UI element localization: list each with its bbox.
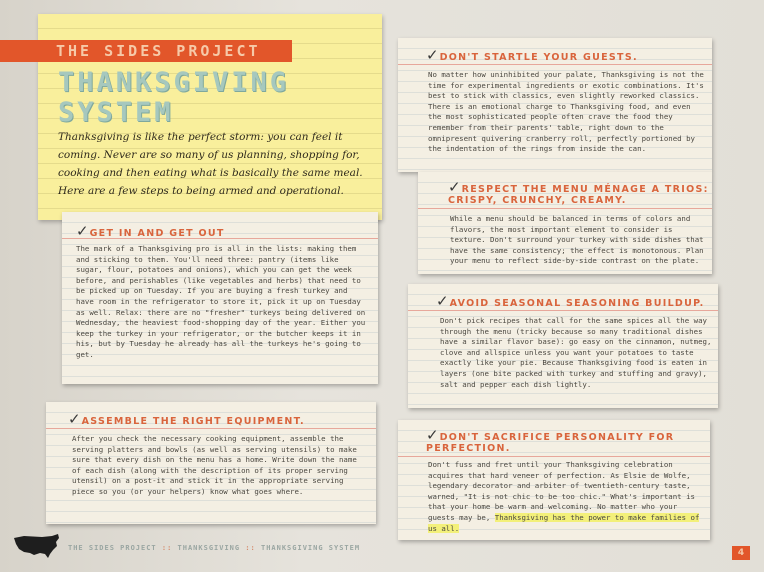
checkmark-icon: ✓ <box>76 222 89 240</box>
card-get-in-and-get-out <box>62 212 378 384</box>
card-rule <box>398 456 710 457</box>
card-rule <box>418 208 712 209</box>
card-seasoning-buildup <box>408 284 718 408</box>
card-body: No matter how uninhibited your palate, Thanksgiving is not the time for experimental ingredients or exotic combinations. It's best to stick with classics, even slightly reworked classics. There is an emotional charge to Thanksgiving food, and even the most sophisticated people often crave the food they remember from their parents' table, right down to the omnipresent quivering cranberry roll, perfectly portioned by the indentation of the rings from inside the can. <box>428 70 704 154</box>
card-menu-menage <box>418 172 712 274</box>
card-title-line-2: PERFECTION. <box>426 443 511 454</box>
card-rule <box>46 428 376 429</box>
card-title: GET IN AND GET OUT <box>89 228 225 239</box>
card-body-text: Don't fuss and fret until your Thanksgiving celebration acquires that hard veneer of perfection. As Elsie de Wolfe, legendary decorator and arbiter of twentieth-century taste, warned, "It is not chic to be too chic." What's important is that your home be warm and welcoming. No matter who your guests may be, <box>428 460 695 522</box>
intro-text: Thanksgiving is like the perfect storm: you can feel it coming. Never are so many of us planning, shopping for, cooking and then eating what is basically the same meal. Here are a few steps to being armed and operational. <box>58 131 363 197</box>
checkmark-icon: ✓ <box>68 410 81 428</box>
card-title-line-1: RESPECT THE MENU MÉNAGE A TRIOS: <box>461 184 709 195</box>
card-heading <box>68 410 305 428</box>
card-heading <box>426 426 706 454</box>
card-personality <box>398 420 710 540</box>
footer-part-1: THE SIDES PROJECT <box>68 544 157 552</box>
card-title-line-1: DON'T SACRIFICE PERSONALITY FOR <box>439 432 675 443</box>
checkmark-icon: ✓ <box>448 178 461 196</box>
checkmark-icon: ✓ <box>426 46 439 64</box>
card-title: DON'T STARTLE YOUR GUESTS. <box>439 52 638 63</box>
title-line-2: SYSTEM <box>58 97 174 128</box>
card-title: ASSEMBLE THE RIGHT EQUIPMENT. <box>81 416 305 427</box>
card-rule <box>398 64 712 65</box>
card-heading <box>436 292 705 310</box>
card-heading <box>426 46 638 64</box>
footer-breadcrumb <box>68 544 368 552</box>
card-dont-startle <box>398 38 712 172</box>
title-line-1: THANKSGIVING <box>58 67 290 98</box>
card-assemble-equipment <box>46 402 376 524</box>
page-number: 4 <box>732 546 750 560</box>
checkmark-icon: ✓ <box>426 426 439 444</box>
card-body: Don't pick recipes that call for the same spices all the way through the menu (tricky because so many traditional dishes have a similar flavor base): go easy on the cinnamon, nutmeg, clove and allspice unless you want your potatoes to taste exactly like your pie. Because Thanksgiving food is eaten in layers (one bite packed with turkey and stuffing and gravy), salt and pepper each dish lightly. <box>440 316 712 389</box>
card-body: The mark of a Thanksgiving pro is all in the lists: making them and sticking to them. You'll need three: pantry (items like sugar, flour, potatoes and onions), which you can get the week before, and perishables (like vegetables and herbs) that need to be picked up on Tuesday. If you are buying a fresh turkey and have room in the refrigerator to store it, pick it up on Tuesday as well. Relax: there are no "fresher" turkeys being delivered on Wednesday, the heaviest food-shopping day of the year. Either you keep the turkey in your refrigerator, or the butcher keeps it in his, but by Tuesday he already has all the turkeys he's going to get. <box>76 244 366 359</box>
footer-separator: :: <box>245 544 256 552</box>
card-title-line-2: CRISPY, CRUNCHY, CREAMY. <box>448 195 627 206</box>
card-body <box>428 460 704 534</box>
section-banner: THE SIDES PROJECT <box>0 40 292 62</box>
card-rule <box>408 310 718 311</box>
footer-separator: :: <box>161 544 173 552</box>
card-heading <box>76 222 225 240</box>
footer-part-3: THANKSGIVING SYSTEM <box>260 544 361 552</box>
footer-part-2: THANKSGIVING <box>177 544 241 552</box>
card-body: While a menu should be balanced in terms of colors and flavors, the most important element to consider is texture. Don't surround your turkey with side dishes that have the same consistency; the effect is monotonous. Plan your menu to reflect side-by-side contrast on the plate. <box>450 214 704 266</box>
card-heading <box>448 178 710 206</box>
checkmark-icon: ✓ <box>436 292 449 310</box>
card-title: AVOID SEASONAL SEASONING BUILDUP. <box>449 298 705 309</box>
usa-map-icon <box>12 532 62 560</box>
page-title <box>58 68 358 128</box>
highlighted-text: Thanksgiving has the power to make families of us all. <box>428 512 700 533</box>
card-body: After you check the necessary cooking equipment, assemble the serving platters and bowls (as well as serving utensils) to make sure that every dish on the menu has a home. Write down the name of each dish (along with the description of its proper serving utensil) on a post-it and stick it in the appropriate serving piece so you (or your helpers) know what goes where. <box>72 434 357 496</box>
